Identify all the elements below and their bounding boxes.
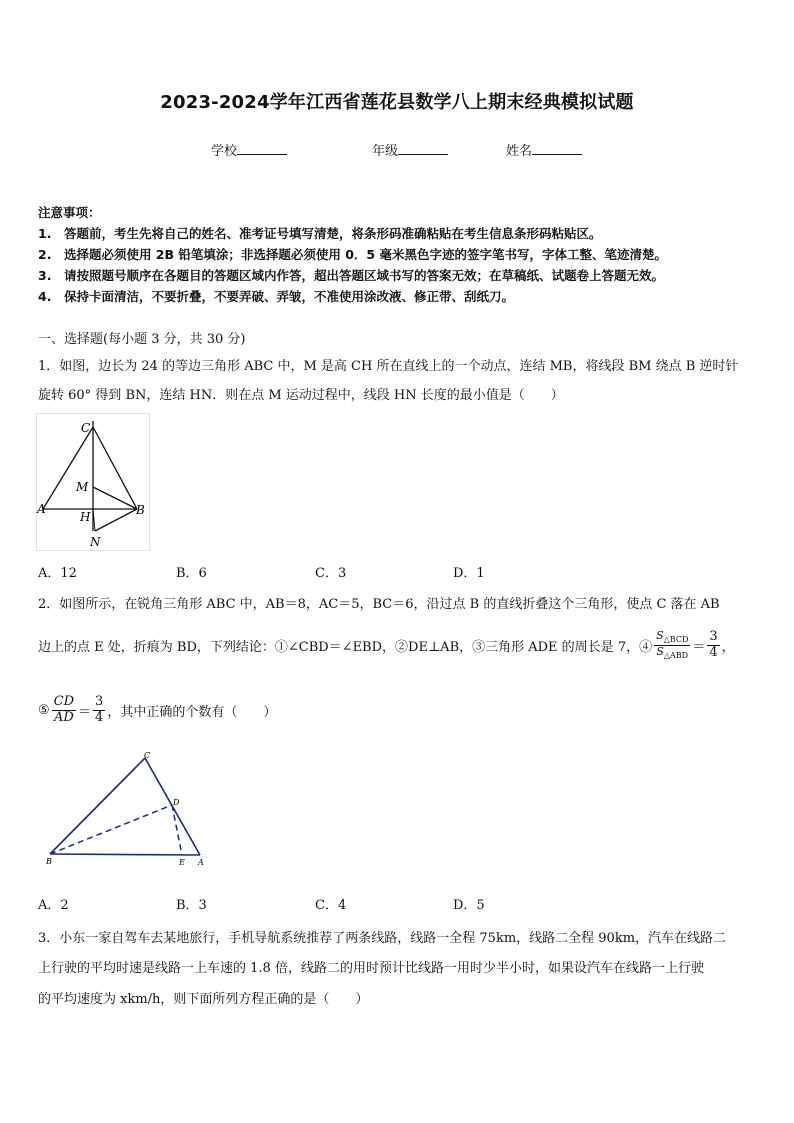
grade-blank xyxy=(398,141,448,155)
q1-option-c: C．3 xyxy=(315,566,347,581)
q2-frac4-den: S xyxy=(656,644,664,658)
school-label: 学校 xyxy=(211,144,238,159)
section-heading: 一、选择题(每小题 3 分，共 30 分) xyxy=(38,332,246,347)
name-blank xyxy=(532,141,582,155)
q1-label-m: M xyxy=(76,480,89,494)
q2-option-b: B．3 xyxy=(176,898,207,913)
q3-line-3: 的平均速度为 xkm/h，则下面所列方程正确的是（ ） xyxy=(38,992,369,1007)
q1-label-b: B xyxy=(136,503,145,517)
q2-frac5-eq: ＝ xyxy=(78,704,92,720)
q1-label-a: A xyxy=(37,502,46,516)
q1-figure xyxy=(36,413,151,553)
q2-frac4-num-sub: △BCD xyxy=(663,634,689,644)
notice-item-1: 1. 答题前，考生先将自己的姓名、准考证号填写清楚，将条形码准确粘贴在考生信息条形码粘贴区。 xyxy=(38,226,602,241)
q1-label-n: N xyxy=(90,535,101,549)
q2-frac4-num: S xyxy=(656,628,664,642)
q2-frac5-num: CD xyxy=(53,694,75,710)
q2-label-e: E xyxy=(179,858,185,867)
name-label: 姓名 xyxy=(506,144,533,159)
q1-option-a: A．12 xyxy=(38,566,77,581)
school-field xyxy=(211,140,287,159)
q3-line-2: 上行驶的平均时速是线路一上车速的 1.8 倍，线路二的用时预计比线路一用时少半小时，如果设汽车在线路一上行驶 xyxy=(38,961,704,976)
q2-line-3-prefix: ⑤ xyxy=(38,702,50,718)
q1-line-2: 旋转 60° 得到 BN，连结 HN．则在点 M 运动过程中，线段 HN 长度的最小值是（ ） xyxy=(38,388,564,403)
q2-fraction-4b xyxy=(707,630,719,660)
q2-frac4-tail: ， xyxy=(721,639,735,655)
q2-frac5-den: AD xyxy=(53,709,74,725)
q2-frac4-num2: 3 xyxy=(709,629,718,645)
grade-field xyxy=(372,140,448,159)
name-field xyxy=(506,140,582,159)
q1-label-c: C xyxy=(81,421,91,435)
q2-fraction-5b xyxy=(93,695,105,725)
q1-option-b: B．6 xyxy=(176,566,207,581)
school-blank xyxy=(237,141,287,155)
q2-frac5-num2: 3 xyxy=(95,694,104,710)
notice-item-2: 2. 选择题必须使用 2B 铅笔填涂；非选择题必须使用 0．5 毫米黑色字迹的签字笔书写，字体工整、笔迹清楚。 xyxy=(38,247,667,262)
q2-label-a: A xyxy=(198,858,204,867)
q2-label-b: B xyxy=(46,857,52,866)
q2-label-d: D xyxy=(173,798,180,807)
notice-item-3: 3. 请按照题号顺序在各题目的答题区域内作答，超出答题区域书写的答案无效；在草稿纸、试题卷上答题无效。 xyxy=(38,268,664,283)
q1-label-h: H xyxy=(80,510,91,524)
q2-option-a: A．2 xyxy=(38,898,69,913)
page-title: 2023-2024学年江西省莲花县数学八上期末经典模拟试题 xyxy=(160,92,634,113)
notice-heading: 注意事项： xyxy=(38,205,101,220)
q2-option-c: C．4 xyxy=(315,898,347,913)
q2-figure xyxy=(38,748,210,870)
notice-item-4: 4. 保持卡面清洁，不要折叠，不要弄破、弄皱，不准使用涂改液、修正带、刮纸刀。 xyxy=(38,289,514,304)
q1-option-d: D．1 xyxy=(453,566,485,581)
q2-fraction-4 xyxy=(654,630,690,661)
q2-frac4-den2: 4 xyxy=(709,644,718,660)
q2-line-3 xyxy=(38,691,276,729)
grade-label: 年级 xyxy=(372,144,399,159)
q2-option-d: D．5 xyxy=(453,898,485,913)
q2-frac5-den2: 4 xyxy=(95,709,104,725)
q3-line-1: 3．小东一家自驾车去某地旅行，手机导航系统推荐了两条线路，线路一全程 75km，线路二全程 90km，汽车在线路二 xyxy=(38,931,727,946)
q2-line-2 xyxy=(38,626,735,664)
q1-line-1: 1．如图，边长为 24 的等边三角形 ABC 中，M 是高 CH 所在直线上的一个动点，连结 MB，将线段 BM 绕点 B 逆时针 xyxy=(38,359,739,374)
q2-frac4-den-sub: △ABD xyxy=(663,650,689,660)
q2-fraction-5 xyxy=(52,695,76,725)
q2-line-1: 2．如图所示，在锐角三角形 ABC 中，AB＝8，AC＝5，BC＝6，沿过点 B 的直线折叠这个三角形，使点 C 落在 AB xyxy=(38,597,720,612)
q2-line-2-text: 边上的点 E 处，折痕为 BD，下列结论：①∠CBD＝∠EBD，②DE⊥AB，③三角形 ADE 的周长是 7，④ xyxy=(38,639,653,655)
q2-label-c: C xyxy=(144,751,151,760)
q2-frac4-eq: ＝ xyxy=(692,639,706,655)
q2-line-3-suffix: ，其中正确的个数有（ ） xyxy=(107,704,277,720)
